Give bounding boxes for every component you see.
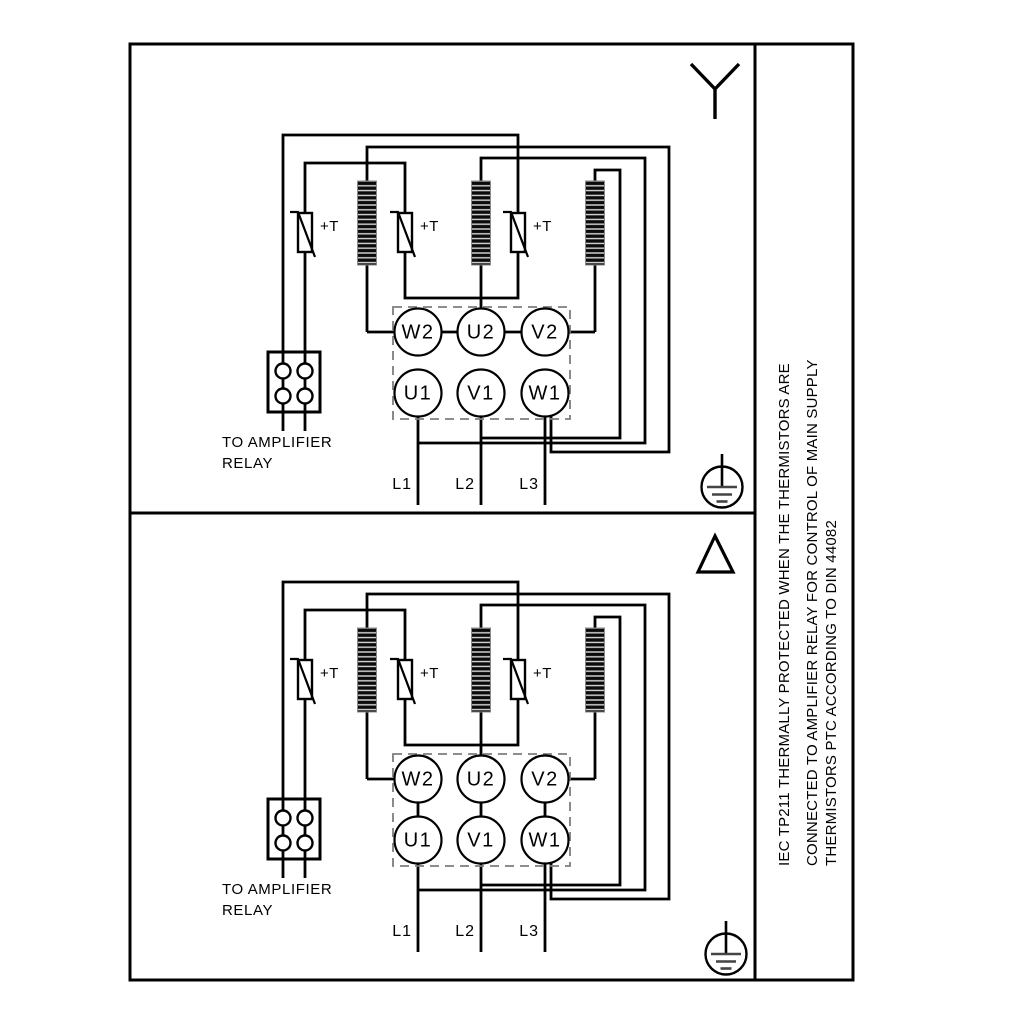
side-note — [776, 359, 840, 866]
relay-caption-line2: RELAY — [222, 455, 274, 472]
supply-label-l3: L3 — [519, 923, 539, 940]
relay-caption-line1: TO AMPLIFIER — [222, 434, 333, 451]
terminal-label-w2: W2 — [401, 321, 435, 344]
terminal-label-u1: U1 — [403, 829, 433, 852]
terminal-label-v2: V2 — [531, 321, 559, 344]
panel-delta — [222, 536, 747, 975]
wye-connection-icon — [691, 64, 739, 119]
terminal-label-w1: W1 — [528, 382, 562, 405]
thermistor-label: +T — [320, 665, 339, 682]
side-note-line3: THERMISTORS PTC ACCORDING TO DIN 44082 — [823, 519, 840, 866]
terminal-label-u2: U2 — [466, 321, 496, 344]
terminal-label-v1: V1 — [467, 829, 495, 852]
thermistor-label: +T — [320, 218, 339, 235]
terminal-label-u2: U2 — [466, 768, 496, 791]
thermistor-label: +T — [420, 218, 439, 235]
delta-connection-icon — [698, 536, 733, 572]
supply-label-l2: L2 — [455, 476, 475, 493]
thermistor-label: +T — [420, 665, 439, 682]
terminal-label-u1: U1 — [403, 382, 433, 405]
supply-label-l2: L2 — [455, 923, 475, 940]
side-note-line2: CONNECTED TO AMPLIFIER RELAY FOR CONTROL OF MAIN SUPPLY — [804, 359, 821, 866]
thermistor-label: +T — [533, 665, 552, 682]
relay-caption-line2: RELAY — [222, 902, 274, 919]
terminal-label-v1: V1 — [467, 382, 495, 405]
supply-label-l1: L1 — [392, 923, 412, 940]
terminal-label-v2: V2 — [531, 768, 559, 791]
relay-caption-line1: TO AMPLIFIER — [222, 881, 333, 898]
terminal-label-w1: W1 — [528, 829, 562, 852]
thermistor-label: +T — [533, 218, 552, 235]
terminal-label-w2: W2 — [401, 768, 435, 791]
supply-label-l1: L1 — [392, 476, 412, 493]
panel-star — [222, 64, 743, 508]
side-note-line1: IEC TP211 THERMALLY PROTECTED WHEN THE THERMISTORS ARE — [776, 363, 793, 866]
supply-label-l3: L3 — [519, 476, 539, 493]
